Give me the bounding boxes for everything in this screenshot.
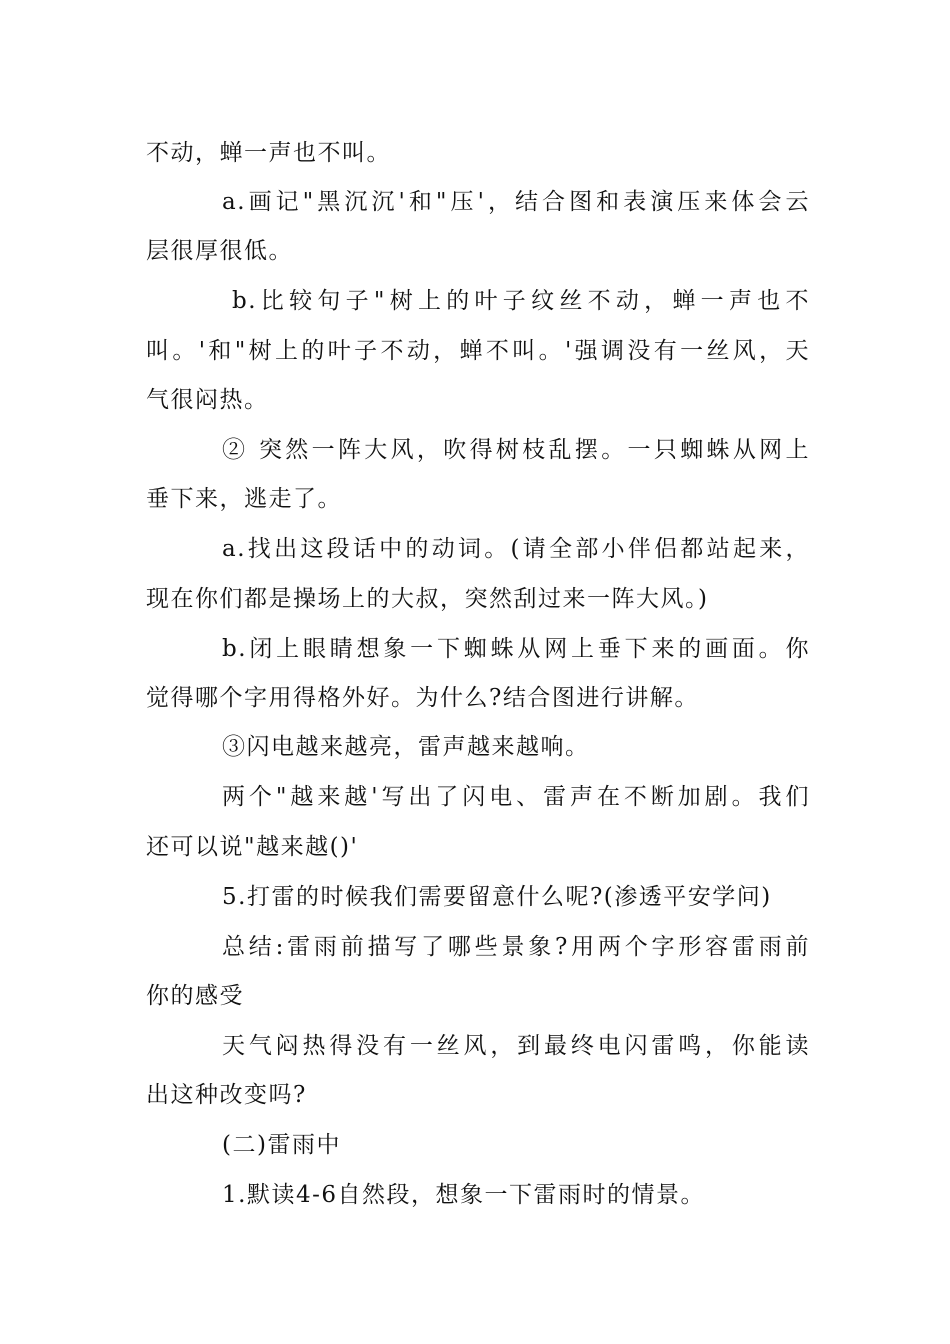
paragraph-line: b.闭上眼睛想象一下蜘蛛从网上垂下来的画面。你 [222,636,810,662]
paragraph-line: 气很闷热。 [146,387,269,413]
paragraph-line: 现在你们都是操场上的大叔，突然刮过来一阵大风。) [146,586,709,612]
paragraph-line: 两个"越来越'写出了闪电、雷声在不断加剧。我们 [222,784,810,810]
paragraph-line: 觉得哪个字用得格外好。为什么?结合图进行讲解。 [146,685,699,711]
paragraph-line: 5.打雷的时候我们需要留意什么呢?(渗透平安学问) [222,884,772,910]
paragraph-line: ② 突然一阵大风，吹得树枝乱摆。一只蜘蛛从网上 [222,437,810,463]
paragraph-line: 层很厚很低。 [146,238,293,264]
paragraph-line: 1.默读4-6自然段，想象一下雷雨时的情景。 [222,1182,705,1208]
paragraph-line: 你的感受 [146,983,244,1009]
paragraph-line: a.找出这段话中的动词。(请全部小伴侣都站起来， [222,536,810,562]
paragraph-line: ③闪电越来越亮，雷声越来越响。 [222,734,590,760]
paragraph-line: 垂下来，逃走了。 [146,486,342,512]
paragraph-line: 不动，蝉一声也不叫。 [146,140,391,166]
paragraph-line: 总结:雷雨前描写了哪些景象?用两个字形容雷雨前 [222,934,810,960]
paragraph-line: 叫。'和"树上的叶子不动，蝉不叫。'强调没有一丝风，天 [146,338,810,364]
paragraph-line: 天气闷热得没有一丝风，到最终电闪雷鸣，你能读 [222,1033,810,1059]
paragraph-line: 还可以说"越来越()' [146,834,359,860]
paragraph-line: 出这种改变吗? [146,1082,307,1108]
paragraph-line: a.画记"黑沉沉'和"压'，结合图和表演压来体会云 [222,189,810,215]
paragraph-line: b.比较句子"树上的叶子纹丝不动，蝉一声也不 [232,288,810,314]
section-heading: (二)雷雨中 [222,1132,341,1158]
